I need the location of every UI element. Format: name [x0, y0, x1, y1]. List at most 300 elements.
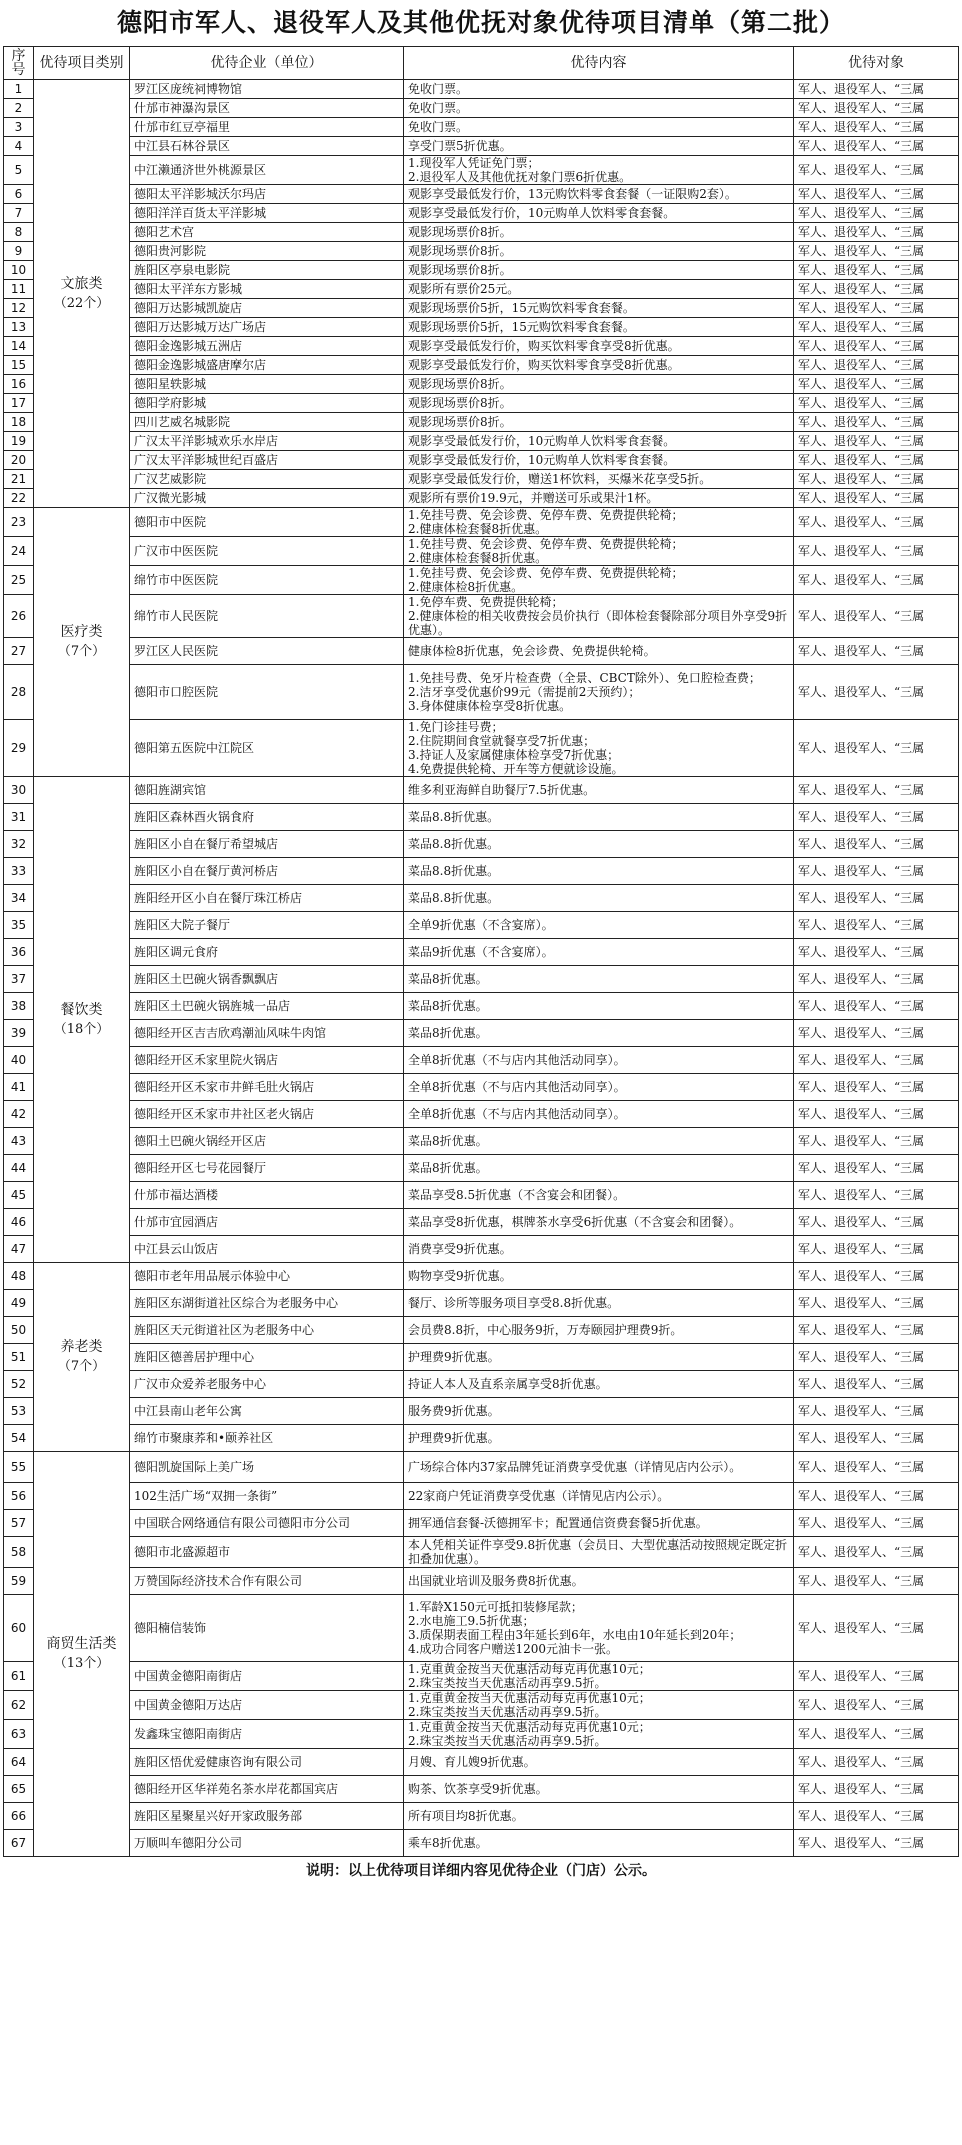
content-line: 1.克重黄金按当天优惠活动每克再优惠10元； [408, 1720, 651, 1734]
enterprise-cell: 德阳市老年用品展示体验中心 [130, 1263, 404, 1290]
table-row [4, 432, 959, 451]
enterprise-cell: 德阳学府影城 [130, 394, 404, 413]
content-cell [404, 1209, 794, 1236]
table-row [4, 885, 959, 912]
row-number: 48 [4, 1263, 34, 1290]
row-number: 33 [4, 858, 34, 885]
content-cell [404, 299, 794, 318]
row-number: 46 [4, 1209, 34, 1236]
content-cell [404, 1595, 794, 1662]
row-number: 21 [4, 470, 34, 489]
enterprise-cell: 广汉市中医医院 [130, 537, 404, 566]
content-line: 全单9折优惠（不含宴席）。 [408, 918, 554, 932]
content-line: 菜品8.8折优惠。 [408, 864, 500, 878]
content-line: 出国就业培训及服务费8折优惠。 [408, 1574, 584, 1588]
enterprise-cell: 罗江区人民医院 [130, 638, 404, 665]
enterprise-cell: 中江县云山饭店 [130, 1236, 404, 1263]
content-cell [404, 1568, 794, 1595]
enterprise-cell: 德阳太平洋东方影城 [130, 280, 404, 299]
row-number: 37 [4, 966, 34, 993]
content-cell [404, 1344, 794, 1371]
content-cell [404, 261, 794, 280]
content-cell [404, 1236, 794, 1263]
enterprise-cell: 旌阳区森林酉火锅食府 [130, 804, 404, 831]
content-line: 购茶、饮茶享受9折优惠。 [408, 1782, 548, 1796]
table-row [4, 1452, 959, 1483]
table-row [4, 1662, 959, 1691]
row-number: 13 [4, 318, 34, 337]
content-cell [404, 451, 794, 470]
content-line: 乘车8折优惠。 [408, 1836, 488, 1850]
target-cell: 军人、退役军人、“三属 [794, 99, 959, 118]
row-number: 17 [4, 394, 34, 413]
row-number: 15 [4, 356, 34, 375]
target-cell: 军人、退役军人、“三属 [794, 337, 959, 356]
content-line: 观影享受最低发行价，赠送1杯饮料，买爆米花享受5折。 [408, 472, 712, 486]
category-name: 文旅类 [60, 275, 103, 292]
target-cell: 军人、退役军人、“三属 [794, 1047, 959, 1074]
target-cell: 军人、退役军人、“三属 [794, 638, 959, 665]
table-header-row [4, 47, 959, 80]
row-number: 67 [4, 1830, 34, 1857]
content-line: 1.军龄X150元可抵扣装修尾款； [408, 1600, 583, 1614]
target-cell: 军人、退役军人、“三属 [794, 1830, 959, 1857]
content-line: 3.质保期表面工程由3年延长到6年，水电由10年延长到20年； [408, 1628, 742, 1642]
target-cell: 军人、退役军人、“三属 [794, 1236, 959, 1263]
content-line: 观影所有票价19.9元，并赠送可乐或果汁1杯。 [408, 491, 659, 505]
target-cell: 军人、退役军人、“三属 [794, 1452, 959, 1483]
target-cell: 军人、退役军人、“三属 [794, 318, 959, 337]
enterprise-cell: 旌阳区天元街道社区为老服务中心 [130, 1317, 404, 1344]
target-cell: 军人、退役军人、“三属 [794, 489, 959, 508]
table-row [4, 451, 959, 470]
content-line: 免收门票。 [408, 101, 469, 115]
row-number: 22 [4, 489, 34, 508]
content-cell [404, 1662, 794, 1691]
content-cell [404, 939, 794, 966]
content-cell [404, 242, 794, 261]
content-line: 观影现场票价8折。 [408, 415, 512, 429]
content-line: 菜品9折优惠（不含宴席）。 [408, 945, 554, 959]
content-line: 观影现场票价8折。 [408, 225, 512, 239]
category-cell [34, 1263, 130, 1452]
content-line: 全单8折优惠（不与店内其他活动同享）。 [408, 1053, 626, 1067]
row-number: 28 [4, 665, 34, 720]
target-cell: 军人、退役军人、“三属 [794, 1182, 959, 1209]
content-line: 广场综合体内37家品牌凭证消费享受优惠（详情见店内公示）。 [408, 1460, 742, 1474]
content-cell [404, 595, 794, 638]
target-cell: 军人、退役军人、“三属 [794, 118, 959, 137]
content-line: 享受门票5折优惠。 [408, 139, 512, 153]
enterprise-cell: 四川艺威名城影院 [130, 413, 404, 432]
content-line: 观影所有票价25元。 [408, 282, 520, 296]
content-cell [404, 912, 794, 939]
target-cell: 军人、退役军人、“三属 [794, 1568, 959, 1595]
content-line: 2.珠宝类按当天优惠活动再享9.5折。 [408, 1676, 607, 1690]
content-cell [404, 1290, 794, 1317]
row-number: 53 [4, 1398, 34, 1425]
table-row [4, 118, 959, 137]
target-cell: 军人、退役军人、“三属 [794, 566, 959, 595]
content-line: 菜品8.8折优惠。 [408, 837, 500, 851]
table-row [4, 1020, 959, 1047]
header-seq: 序号 [4, 47, 34, 80]
table-row [4, 1776, 959, 1803]
table-row [4, 1749, 959, 1776]
content-line: 菜品8折优惠。 [408, 972, 488, 986]
table-row [4, 1398, 959, 1425]
category-cell [34, 508, 130, 777]
row-number: 64 [4, 1749, 34, 1776]
table-row [4, 1537, 959, 1568]
row-number: 11 [4, 280, 34, 299]
row-number: 31 [4, 804, 34, 831]
target-cell: 军人、退役军人、“三属 [794, 1074, 959, 1101]
content-cell [404, 1128, 794, 1155]
content-line: 1.克重黄金按当天优惠活动每克再优惠10元； [408, 1662, 651, 1676]
table-row [4, 638, 959, 665]
content-cell [404, 1452, 794, 1483]
content-line: 观影现场票价5折，15元购饮料零食套餐。 [408, 320, 635, 334]
target-cell: 军人、退役军人、“三属 [794, 451, 959, 470]
row-number: 43 [4, 1128, 34, 1155]
enterprise-cell: 绵竹市聚康荞和•颐养社区 [130, 1425, 404, 1452]
row-number: 23 [4, 508, 34, 537]
target-cell: 军人、退役军人、“三属 [794, 470, 959, 489]
enterprise-cell: 什邡市神瀑沟景区 [130, 99, 404, 118]
enterprise-cell: 什邡市福达酒楼 [130, 1182, 404, 1209]
target-cell: 军人、退役军人、“三属 [794, 1155, 959, 1182]
row-number: 51 [4, 1344, 34, 1371]
content-cell [404, 508, 794, 537]
content-cell [404, 1020, 794, 1047]
table-body [4, 80, 959, 1857]
content-line: 2.健康体检套餐8折优惠。 [408, 522, 548, 536]
enterprise-cell: 德阳金逸影城盛唐摩尔店 [130, 356, 404, 375]
target-cell: 军人、退役军人、“三属 [794, 939, 959, 966]
target-cell: 军人、退役军人、“三属 [794, 595, 959, 638]
target-cell: 军人、退役军人、“三属 [794, 1691, 959, 1720]
row-number: 47 [4, 1236, 34, 1263]
content-line: 餐厅、诊所等服务项目享受8.8折优惠。 [408, 1296, 620, 1310]
target-cell: 军人、退役军人、“三属 [794, 966, 959, 993]
enterprise-cell: 德阳星轶影城 [130, 375, 404, 394]
target-cell: 军人、退役军人、“三属 [794, 156, 959, 185]
target-cell: 军人、退役军人、“三属 [794, 356, 959, 375]
row-number: 20 [4, 451, 34, 470]
category-count: （7个） [57, 644, 106, 659]
content-line: 3.持证人及家属健康体检享受7折优惠； [408, 748, 620, 762]
content-cell [404, 1483, 794, 1510]
content-line: 会员费8.8折，中心服务9折，万寿颐园护理费9折。 [408, 1323, 683, 1337]
row-number: 29 [4, 720, 34, 777]
content-line: 2.珠宝类按当天优惠活动再享9.5折。 [408, 1705, 607, 1719]
content-cell [404, 638, 794, 665]
target-cell: 军人、退役军人、“三属 [794, 413, 959, 432]
table-row [4, 242, 959, 261]
row-number: 16 [4, 375, 34, 394]
content-cell [404, 356, 794, 375]
row-number: 60 [4, 1595, 34, 1662]
row-number: 57 [4, 1510, 34, 1537]
target-cell: 军人、退役军人、“三属 [794, 537, 959, 566]
content-line: 购物享受9折优惠。 [408, 1269, 512, 1283]
table-row [4, 858, 959, 885]
table-row [4, 1510, 959, 1537]
row-number: 19 [4, 432, 34, 451]
enterprise-cell: 中国黄金德阳万达店 [130, 1691, 404, 1720]
content-cell [404, 1182, 794, 1209]
table-row [4, 1371, 959, 1398]
enterprise-cell: 德阳旌湖宾馆 [130, 777, 404, 804]
target-cell: 军人、退役军人、“三属 [794, 223, 959, 242]
table-row [4, 1155, 959, 1182]
content-line: 2.健康体检套餐8折优惠。 [408, 551, 548, 565]
row-number: 6 [4, 185, 34, 204]
content-line: 观影享受最低发行价，购买饮料零食享受8折优惠。 [408, 358, 680, 372]
target-cell: 军人、退役军人、“三属 [794, 1398, 959, 1425]
row-number: 45 [4, 1182, 34, 1209]
enterprise-cell: 万赞国际经济技术合作有限公司 [130, 1568, 404, 1595]
content-cell [404, 185, 794, 204]
category-name: 商贸生活类 [46, 1636, 117, 1652]
row-number: 44 [4, 1155, 34, 1182]
content-line: 月嫂、育儿嫂9折优惠。 [408, 1755, 536, 1769]
content-cell [404, 337, 794, 356]
table-row [4, 1483, 959, 1510]
target-cell: 军人、退役军人、“三属 [794, 1510, 959, 1537]
table-row [4, 1236, 959, 1263]
target-cell: 军人、退役军人、“三属 [794, 1371, 959, 1398]
content-line: 菜品8折优惠。 [408, 1026, 488, 1040]
target-cell: 军人、退役军人、“三属 [794, 1263, 959, 1290]
content-cell [404, 223, 794, 242]
content-line: 全单8折优惠（不与店内其他活动同享）。 [408, 1107, 626, 1121]
content-cell [404, 537, 794, 566]
target-cell: 军人、退役军人、“三属 [794, 1425, 959, 1452]
table-row [4, 261, 959, 280]
content-cell [404, 280, 794, 299]
table-row [4, 80, 959, 99]
table-row [4, 223, 959, 242]
table-row [4, 1720, 959, 1749]
table-row [4, 720, 959, 777]
enterprise-cell: 德阳艺术宫 [130, 223, 404, 242]
row-number: 4 [4, 137, 34, 156]
content-line: 观影享受最低发行价，购买饮料零食享受8折优惠。 [408, 339, 680, 353]
content-line: 1.免挂号费、免牙片检查费（全景、CBCT除外）、免口腔检查费； [408, 671, 761, 685]
enterprise-cell: 绵竹市中医医院 [130, 566, 404, 595]
enterprise-cell: 德阳贵河影院 [130, 242, 404, 261]
content-line: 1.免门诊挂号费； [408, 720, 504, 734]
row-number: 24 [4, 537, 34, 566]
enterprise-cell: 旌阳区星聚星兴好开家政服务部 [130, 1803, 404, 1830]
enterprise-cell: 德阳经开区华祥苑名茶水岸花都国宾店 [130, 1776, 404, 1803]
enterprise-cell: 德阳凯旋国际上美广场 [130, 1452, 404, 1483]
content-cell [404, 470, 794, 489]
content-line: 1.免停车费、免费提供轮椅； [408, 595, 564, 609]
row-number: 59 [4, 1568, 34, 1595]
target-cell: 军人、退役军人、“三属 [794, 1317, 959, 1344]
enterprise-cell: 德阳经开区禾家市井社区老火锅店 [130, 1101, 404, 1128]
enterprise-cell: 德阳楠信装饰 [130, 1595, 404, 1662]
enterprise-cell: 旌阳区小自在餐厅黄河桥店 [130, 858, 404, 885]
row-number: 62 [4, 1691, 34, 1720]
content-cell [404, 1803, 794, 1830]
row-number: 55 [4, 1452, 34, 1483]
content-cell [404, 318, 794, 337]
target-cell: 军人、退役军人、“三属 [794, 1595, 959, 1662]
row-number: 32 [4, 831, 34, 858]
content-line: 护理费9折优惠。 [408, 1431, 500, 1445]
content-line: 4.成功合同客户赠送1200元油卡一张。 [408, 1642, 618, 1656]
enterprise-cell: 旌阳区德善居护理中心 [130, 1344, 404, 1371]
enterprise-cell: 德阳万达影城万达广场店 [130, 318, 404, 337]
table-row [4, 137, 959, 156]
content-cell [404, 1537, 794, 1568]
row-number: 34 [4, 885, 34, 912]
target-cell: 军人、退役军人、“三属 [794, 1803, 959, 1830]
enterprise-cell: 广汉市众爱养老服务中心 [130, 1371, 404, 1398]
table-row [4, 1209, 959, 1236]
content-line: 观影享受最低发行价，10元购单人饮料零食套餐。 [408, 453, 676, 467]
header-category: 优待项目类别 [34, 47, 130, 80]
content-line: 菜品8.8折优惠。 [408, 810, 500, 824]
row-number: 12 [4, 299, 34, 318]
content-cell [404, 204, 794, 223]
content-cell [404, 566, 794, 595]
target-cell: 军人、退役军人、“三属 [794, 137, 959, 156]
enterprise-cell: 中国联合网络通信有限公司德阳市分公司 [130, 1510, 404, 1537]
target-cell: 军人、退役军人、“三属 [794, 261, 959, 280]
table-row [4, 156, 959, 185]
row-number: 52 [4, 1371, 34, 1398]
target-cell: 军人、退役军人、“三属 [794, 912, 959, 939]
table-row [4, 939, 959, 966]
content-line: 消费享受9折优惠。 [408, 1242, 512, 1256]
row-number: 25 [4, 566, 34, 595]
enterprise-cell: 旌阳区土巴碗火锅香飘飘店 [130, 966, 404, 993]
row-number: 14 [4, 337, 34, 356]
content-line: 维多利亚海鲜自助餐厅7.5折优惠。 [408, 783, 596, 797]
footer-note: 说明：以上优待项目详细内容见优待企业（门店）公示。 [306, 1863, 656, 1879]
target-cell: 军人、退役军人、“三属 [794, 1209, 959, 1236]
content-cell [404, 1749, 794, 1776]
content-cell [404, 118, 794, 137]
row-number: 7 [4, 204, 34, 223]
content-cell [404, 1720, 794, 1749]
row-number: 63 [4, 1720, 34, 1749]
enterprise-cell: 中江县南山老年公寓 [130, 1398, 404, 1425]
enterprise-cell: 绵竹市人民医院 [130, 595, 404, 638]
table-row [4, 1128, 959, 1155]
content-line: 2.水电施工9.5折优惠； [408, 1614, 535, 1628]
content-line: 观影现场票价8折。 [408, 244, 512, 258]
content-cell [404, 1691, 794, 1720]
content-line: 菜品享受8折优惠，棋牌茶水享受6折优惠（不含宴会和团餐）。 [408, 1215, 742, 1229]
table-row [4, 1290, 959, 1317]
target-cell: 军人、退役军人、“三属 [794, 1344, 959, 1371]
content-cell [404, 993, 794, 1020]
target-cell: 军人、退役军人、“三属 [794, 242, 959, 261]
target-cell: 军人、退役军人、“三属 [794, 1720, 959, 1749]
content-line: 2.珠宝类按当天优惠活动再享9.5折。 [408, 1734, 607, 1748]
table-row [4, 1317, 959, 1344]
table-row [4, 804, 959, 831]
target-cell: 军人、退役军人、“三属 [794, 993, 959, 1020]
table-row [4, 1263, 959, 1290]
header-enterprise: 优待企业（单位） [130, 47, 404, 80]
enterprise-cell: 广汉微光影城 [130, 489, 404, 508]
category-name: 养老类 [60, 1339, 103, 1355]
table-row [4, 489, 959, 508]
content-cell [404, 394, 794, 413]
category-name: 餐饮类 [60, 1001, 103, 1018]
target-cell: 军人、退役军人、“三属 [794, 1290, 959, 1317]
enterprise-cell: 旌阳区土巴碗火锅旌城一品店 [130, 993, 404, 1020]
page-title: 德阳市军人、退役军人及其他优抚对象优待项目清单（第二批） [116, 8, 845, 37]
row-number: 36 [4, 939, 34, 966]
row-number: 35 [4, 912, 34, 939]
table-row [4, 1047, 959, 1074]
target-cell: 军人、退役军人、“三属 [794, 80, 959, 99]
category-count: （22个） [53, 295, 110, 311]
enterprise-cell: 中江濑通济世外桃源景区 [130, 156, 404, 185]
content-line: 健康体检8折优惠，免会诊费、免费提供轮椅。 [408, 644, 656, 658]
table-row [4, 356, 959, 375]
enterprise-cell: 旌阳区亭泉电影院 [130, 261, 404, 280]
table-row [4, 394, 959, 413]
table-row [4, 595, 959, 638]
content-line: 免收门票。 [408, 82, 469, 96]
content-line: 菜品8折优惠。 [408, 1134, 488, 1148]
target-cell: 军人、退役军人、“三属 [794, 858, 959, 885]
table-row [4, 993, 959, 1020]
table-row [4, 1568, 959, 1595]
enterprise-cell: 中江县石林谷景区 [130, 137, 404, 156]
category-count: （18个） [53, 1021, 110, 1037]
content-cell [404, 1047, 794, 1074]
target-cell: 军人、退役军人、“三属 [794, 394, 959, 413]
content-line: 菜品享受8.5折优惠（不含宴会和团餐）。 [408, 1188, 626, 1202]
content-line: 观影享受最低发行价，13元购饮料零食套餐（一证限购2套）。 [408, 187, 737, 201]
table-row [4, 299, 959, 318]
enterprise-cell: 德阳万达影城凯旋店 [130, 299, 404, 318]
content-cell [404, 804, 794, 831]
target-cell: 军人、退役军人、“三属 [794, 1776, 959, 1803]
table-row [4, 99, 959, 118]
row-number: 9 [4, 242, 34, 261]
content-line: 2.洁牙享受优惠价99元（需提前2天预约）； [408, 685, 641, 699]
content-cell [404, 777, 794, 804]
enterprise-cell: 旌阳区悟优爱健康咨询有限公司 [130, 1749, 404, 1776]
row-number: 27 [4, 638, 34, 665]
table-row [4, 537, 959, 566]
content-cell [404, 156, 794, 185]
row-number: 61 [4, 1662, 34, 1691]
enterprise-cell: 德阳市北盛源超市 [130, 1537, 404, 1568]
content-cell [404, 1510, 794, 1537]
table-row [4, 508, 959, 537]
row-number: 30 [4, 777, 34, 804]
enterprise-cell: 德阳市中医院 [130, 508, 404, 537]
content-cell [404, 1074, 794, 1101]
content-line: 1.克重黄金按当天优惠活动每克再优惠10元； [408, 1691, 651, 1705]
content-line: 持证人本人及直系亲属享受8折优惠。 [408, 1377, 608, 1391]
enterprise-cell: 德阳经开区禾家里院火锅店 [130, 1047, 404, 1074]
content-line: 菜品8折优惠。 [408, 1161, 488, 1175]
enterprise-cell: 罗江区庞统祠博物馆 [130, 80, 404, 99]
